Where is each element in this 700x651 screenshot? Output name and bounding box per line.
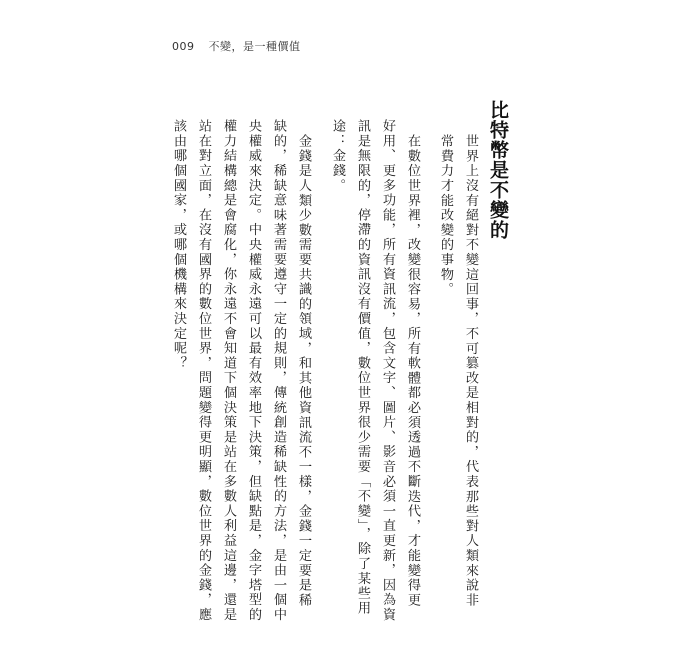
text-line: 金錢是人類少數需要共識的領域，和其他資訊流不一樣，金錢一定要是稀 <box>296 134 311 608</box>
text-line: 權力結構總是會腐化，你永遠不會知道下個決策是站在多數人利益這邊，還是 <box>221 119 236 623</box>
text-line: 該由哪個國家，或哪個機構來決定呢？ <box>171 119 186 371</box>
text-line: 央權威來決定。中央權威永遠可以最有效率地下決策，但缺點是，金字塔型的 <box>246 119 261 623</box>
text-line: 常費力才能改變的事物。 <box>438 134 453 297</box>
text-line: 站在對立面，在沒有國界的數位世界，問題變得更明顯，數位世界的金錢，應 <box>196 119 211 623</box>
text-line: 世界上沒有絕對不變這回事，不可篡改是相對的，代表那些對人類來說非 <box>463 134 478 608</box>
text-line: 好用、更多功能，所有資訊流，包含文字、圖片、影音必須一直更新，因為資 <box>380 119 395 623</box>
page-number: 009 <box>172 40 195 53</box>
text-line: 訊是無限的，停滯的資訊沒有價值，數位世界很少需要「不變」，除了某些用 <box>355 119 370 616</box>
text-line: 途：金錢。 <box>330 119 345 193</box>
text-line: 在數位世界裡，改變很容易，所有軟體都必須透過不斷迭代，才能變得更 <box>405 134 420 608</box>
running-header <box>172 38 301 54</box>
vertical-text-block <box>0 100 700 630</box>
running-title: 不變，是一種價值 <box>208 40 301 53</box>
section-title: 比特幣是不變的 <box>487 100 509 240</box>
text-line: 缺的，稀缺意味著需要遵守一定的規則，傳統創造稀缺性的方法，是由一個中 <box>271 119 286 623</box>
